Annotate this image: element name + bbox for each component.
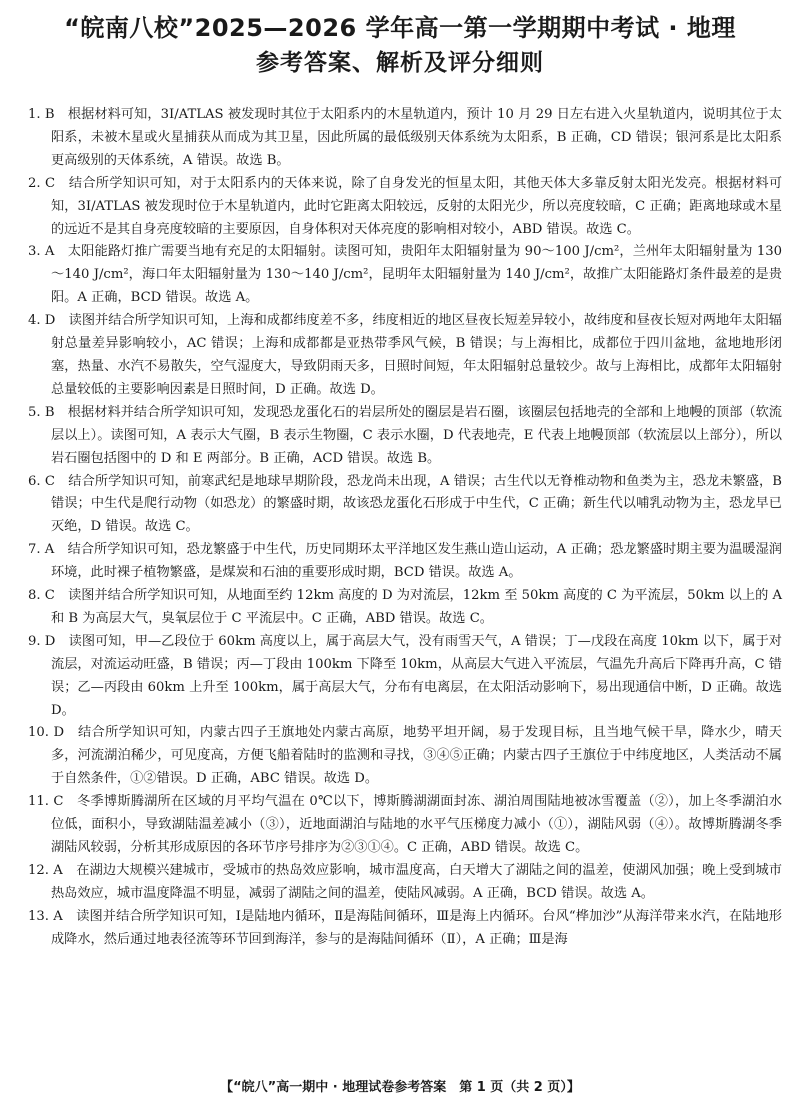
answer-item-5: 5. B 根据材料并结合所学知识可知，发现恐龙蛋化石的岩层所处的圈层是岩石圈，该圈层包括地壳的全部和上地幔的顶部（软流层以上）。读图可知，A 表示大气圈，B 表示生物圈，C 表示水圈，D 代表地壳，E 代表上地幔顶部（软流层以上部分），所以岩石圈包括图中的 D 和 E 两部分。B 正确，ACD 错误。故选 B。	[28, 404, 782, 466]
answer-item-8: 8. C 读图并结合所学知识可知，从地面至约 12km 高度的 D 为对流层，12km 至 50km 高度的 C 为平流层，50km 以上的 A 和 B 为高层大气，臭氧层位于 C 平流层中。C 正确，ABD 错误。故选 C。	[28, 588, 782, 626]
answer-item-13: 13. A 读图并结合所学知识可知，Ⅰ是陆地内循环，Ⅱ是海陆间循环，Ⅲ是海上内循环。台风“桦加沙”从海洋带来水汽，在陆地形成降水，然后通过地表径流等环节回到海洋，参与的是海陆间循环（Ⅱ），A 正确；Ⅲ是海	[28, 908, 782, 947]
answer-item-6: 6. C 结合所学知识可知，前寒武纪是地球早期阶段，恐龙尚未出现，A 错误；古生代以无脊椎动物和鱼类为主，恐龙未繁盛，B 错误；中生代是爬行动物（如恐龙）的繁盛时期，故该恐龙蛋化石形成于中生代，C 正确；新生代以哺乳动物为主，恐龙早已灭绝，D 错误。故选 C。	[28, 473, 782, 535]
answer-item-11: 11. C 冬季博斯腾湖所在区域的月平均气温在 0℃以下，博斯腾湖湖面封冻、湖泊周围陆地被冰雪覆盖（②），加上冬季湖泊水位低，面积小，导致湖陆温差减小（③），近地面湖泊与陆地的水平气压梯度力减小（①），湖陆风弱（④）。故博斯腾湖冬季湖陆风较弱，分析其形成原因的各环节序号排序为②③①④。C 正确，ABD 错误。故选 C。	[28, 794, 782, 855]
answer-item-10: 10. D 结合所学知识可知，内蒙古四子王旗地处内蒙古高原，地势平坦开阔，易于发现目标，且当地气候干旱，降水少，晴天多，河流湖泊稀少，可见度高，方便飞船着陆时的监测和寻找，③④⑤正确；内蒙古四子王旗位于中纬度地区，人类活动不属于自然条件，①②错误。D 正确，ABC 错误。故选 D。	[28, 725, 782, 787]
answer-list	[28, 104, 782, 952]
answer-item-7: 7. A 结合所学知识可知，恐龙繁盛于中生代，历史同期环太平洋地区发生燕山造山运动，A 正确；恐龙繁盛时期主要为温暖湿润环境，此时裸子植物繁盛，是煤炭和石油的重要形成时期，BCD 错误。故选 A。	[28, 542, 782, 581]
answer-item-12: 12. A 在湖边大规模兴建城市，受城市的热岛效应影响，城市温度高，白天增大了湖陆之间的温差，使湖风加强；晚上受到城市热岛效应，城市温度降温不明显，减弱了湖陆之间的温差，使陆风减弱。A 正确，BCD 错误。故选 A。	[28, 862, 782, 901]
answer-item-3: 3. A 太阳能路灯推广需要当地有充足的太阳辐射。读图可知，贵阳年太阳辐射量为 90～100 J/cm²，兰州年太阳辐射量为 130～140 J/cm²，海口年太阳辐射量为 130～140 J/cm²，昆明年太阳辐射量为 140 J/cm²，故推广太阳能路灯条件最差的是贵阳。A 正确，BCD 错误。故选 A。	[28, 244, 782, 306]
page-footer: 【“皖八”高一期中 · 地理试卷参考答案 第 1 页（共 2 页）】	[220, 1080, 580, 1095]
answer-item-9: 9. D 读图可知，甲—乙段位于 60km 高度以上，属于高层大气，没有雨雪天气，A 错误；丁—戊段在高度 10km 以下，属于对流层，对流运动旺盛，B 错误；丙—丁段由 100km 下降至 10km，从高层大气进入平流层，气温先升高后下降再升高，C 错误；乙—丙段由 60km 上升至 100km，属于高层大气，分布有电离层，在太阳活动影响下，易出现通信中断，D 正确。故选 D。	[28, 633, 782, 718]
exam-title: “皖南八校”2025—2026 学年高一第一学期期中考试 · 地理	[64, 14, 736, 42]
answer-key-subtitle: 参考答案、解析及评分细则	[256, 50, 544, 76]
answer-item-1: 1. B 根据材料可知，3I/ATLAS 被发现时其位于太阳系内的木星轨道内，预计 10 月 29 日左右进入火星轨道内，说明其位于太阳系，未被木星或火星捕获从而成为其卫星，因此所属的最低级别天体系统为太阳系，B 正确，CD 错误；银河系是比太阳系更高级别的天体系统，A 错误。故选 B。	[28, 107, 782, 168]
answer-item-4: 4. D 读图并结合所学知识可知，上海和成都纬度差不多，纬度相近的地区昼夜长短差异较小，故纬度和昼夜长短对两地年太阳辐射总量差异影响较小，AC 错误；上海和成都都是亚热带季风气候，B 错误；与上海相比，成都位于四川盆地，盆地地形闭塞，热量、水汽不易散失，空气湿度大，导致阴雨天多，日照时间短，年太阳辐射总量较少。故与上海相比，成都年太阳辐射总量较低的主要影响因素是日照时间，D 正确。故选 D。	[28, 313, 782, 397]
answer-item-2: 2. C 结合所学知识可知，对于太阳系内的天体来说，除了自身发光的恒星太阳，其他天体大多靠反射太阳光发亮。根据材料可知，3I/ATLAS 被发现时位于木星轨道内，此时它距离太阳较远，反射的太阳光少，所以亮度较暗，C 正确；距离地球或木星的远近不是其自身亮度较暗的主要原因，自身体积对天体亮度的影响相对较小，ABD 错误。故选 C。	[28, 175, 783, 237]
